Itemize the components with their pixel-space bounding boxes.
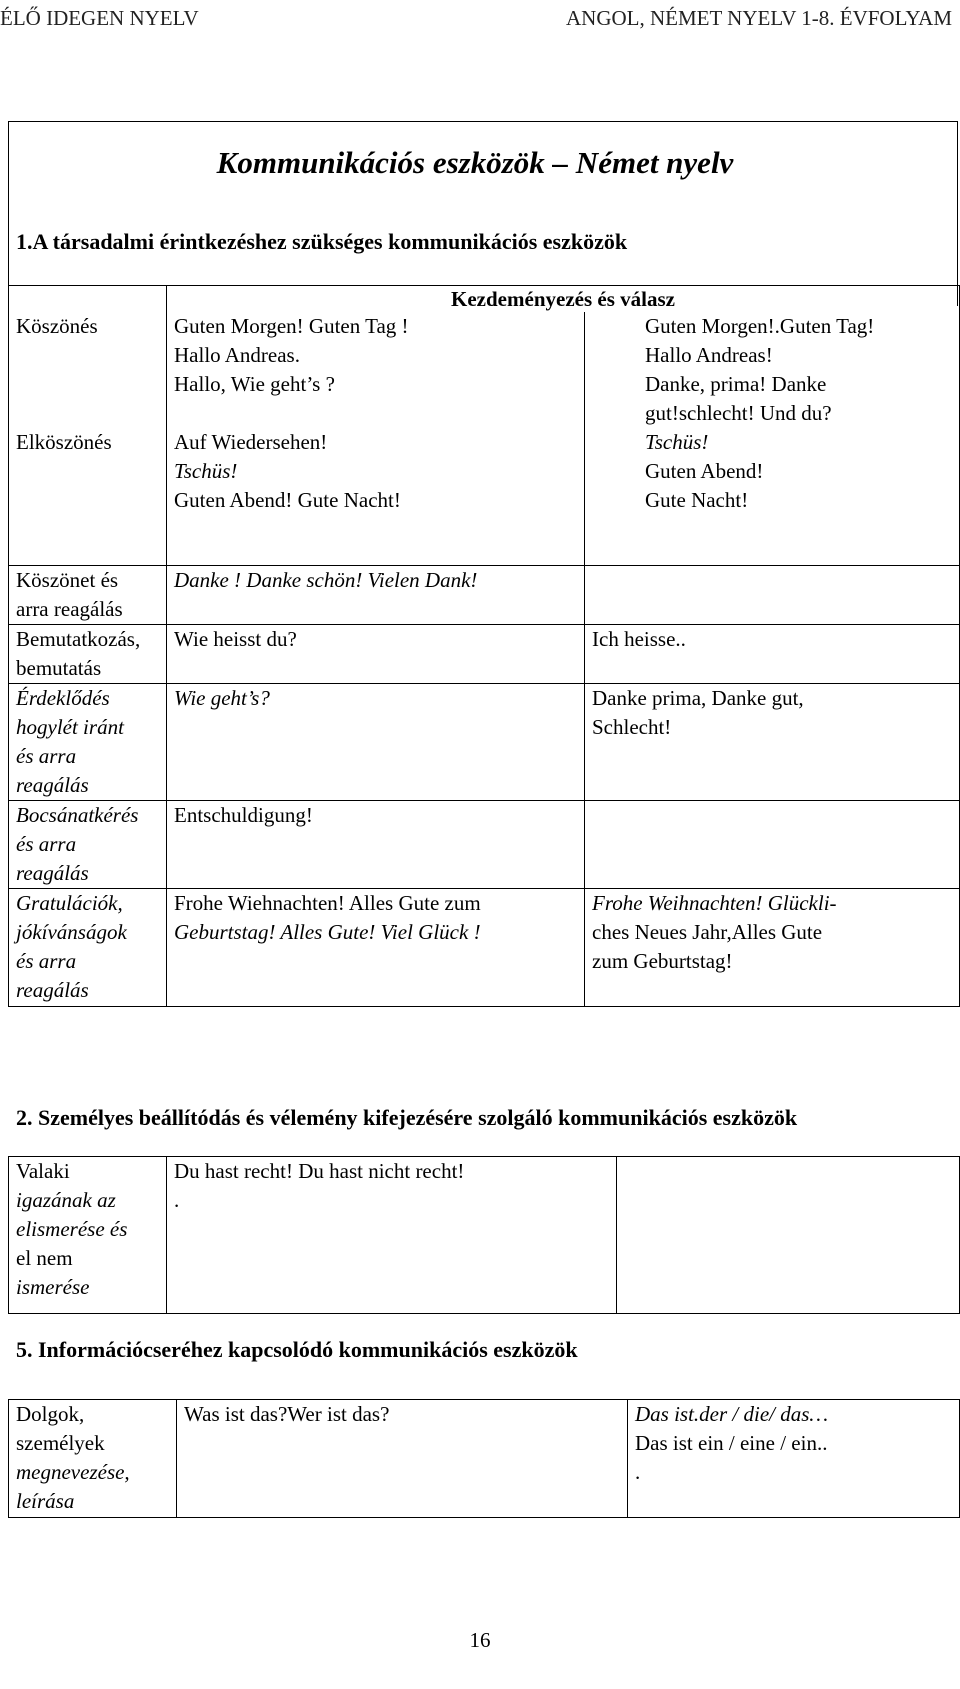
page-number: 16 xyxy=(469,1628,491,1652)
row-label-apology: Bocsánatkérés és arra reagálás xyxy=(9,800,167,888)
label-header-cell xyxy=(9,286,167,313)
document-title: Kommunikációs eszközök – Német nyelv xyxy=(216,145,734,180)
acknowledgement-respond xyxy=(617,1157,960,1314)
header-subject: ÉLŐ IDEGEN NYELV xyxy=(0,6,199,30)
row-label-introduction: Bemutatkozás, bemutatás xyxy=(9,624,167,683)
farewell-respond: Tschüs! Guten Abend! Gute Nacht! xyxy=(585,428,960,565)
page-header xyxy=(0,6,960,32)
header-grades: ANGOL, NÉMET NYELV 1-8. ÉVFOLYAM xyxy=(565,6,952,30)
apology-respond xyxy=(585,800,960,888)
wellbeing-initiate: Wie geht’s? xyxy=(167,683,585,800)
row-label-naming: Dolgok, személyek megnevezése, leírása xyxy=(9,1400,177,1518)
naming-respond: Das ist.der / die/ das… Das ist ein / eine / ein.. . xyxy=(628,1400,960,1518)
congratulations-initiate: Frohe Wiehnachten! Alles Gute zum Geburtstag! Alles Gute! Viel Glück ! xyxy=(167,888,585,1006)
section1-heading: 1.A társadalmi érintkezéshez szükséges kommunikációs eszközök xyxy=(16,229,628,254)
row-label-acknowledgement: Valaki igazának az elismerése és el nem ismerése xyxy=(9,1157,167,1314)
row-label-wellbeing: Érdeklődés hogylét iránt és arra reagálás xyxy=(9,683,167,800)
introduction-respond: Ich heisse.. xyxy=(585,624,960,683)
wellbeing-respond: Danke prima, Danke gut, Schlecht! xyxy=(585,683,960,800)
introduction-initiate: Wie heisst du? xyxy=(167,624,585,683)
section2-heading: 2. Személyes beállítódás és vélemény kifejezésére szolgáló kommunikációs eszközök xyxy=(16,1105,798,1130)
naming-initiate: Was ist das?Wer ist das? xyxy=(177,1400,628,1518)
acknowledgement-initiate: Du hast recht! Du hast nicht recht! . xyxy=(167,1157,617,1314)
congratulations-respond: Frohe Weihnachten! Glückli- ches Neues Jahr,Alles Gute zum Geburtstag! xyxy=(585,888,960,1006)
thanks-initiate: Danke ! Danke schön! Vielen Dank! xyxy=(167,565,585,624)
greeting-initiate: Guten Morgen! Guten Tag ! Hallo Andreas. Hallo, Wie geht’s ? xyxy=(167,312,585,428)
section1-table xyxy=(8,285,960,1007)
row-label-farewell: Elköszönés xyxy=(9,428,167,565)
greeting-respond: Guten Morgen!.Guten Tag! Hallo Andreas! Danke, prima! Danke gut!schlecht! Und du? xyxy=(585,312,960,428)
section2-table xyxy=(8,1156,960,1314)
apology-initiate: Entschuldigung! xyxy=(167,800,585,888)
section5-heading: 5. Információcseréhez kapcsolódó kommunikációs eszközök xyxy=(16,1337,578,1362)
farewell-initiate: Auf Wiedersehen! Tschüs! Guten Abend! Gute Nacht! xyxy=(167,428,585,565)
row-label-congratulations: Gratulációk, jókívánságok és arra reagálás xyxy=(9,888,167,1006)
row-label-thanks: Köszönet és arra reagálás xyxy=(9,565,167,624)
initiative-response-header: Kezdeményezés és válasz xyxy=(167,286,960,313)
row-label-greeting: Köszönés xyxy=(9,312,167,428)
thanks-respond xyxy=(585,565,960,624)
section5-table xyxy=(8,1399,960,1518)
